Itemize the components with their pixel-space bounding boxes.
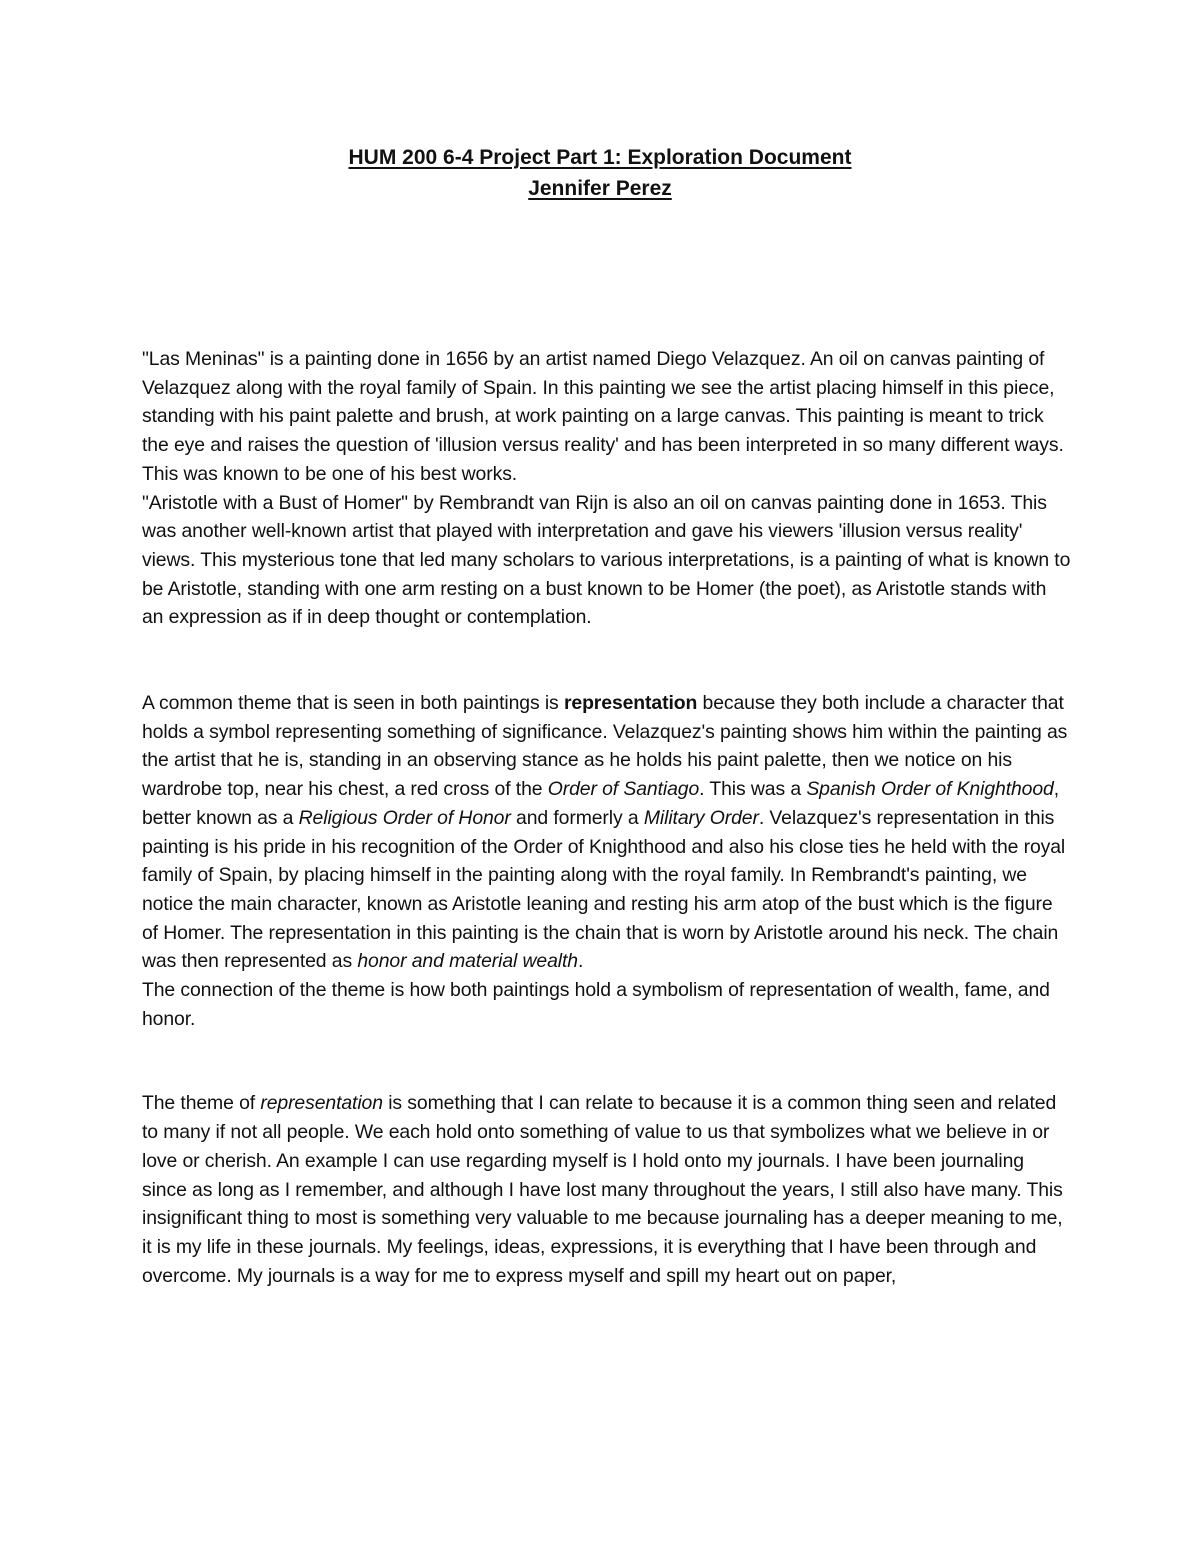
author-name: Jennifer Perez	[528, 177, 672, 200]
italic-term: Military Order	[643, 806, 759, 829]
text-run: because they both include a character that holds a symbol representing something of significance. Velazquez's painting shows him within the painting as the artist that he is, standing in an observing stance as he holds his paint palette, then we notice on his wardrobe top, near his chest, a red cross of the	[142, 692, 1068, 801]
italic-term: representation	[260, 1092, 383, 1115]
italic-term: Religious Order of Honor	[298, 806, 511, 829]
text-run: "Aristotle with a Bust of Homer" by Rembrandt van Rijn is also an oil on canvas painting done in 1653. This was another well-known artist that played with interpretation and gave his viewers 'illusion versus reality' views. This mysterious tone that led many scholars to various interpretations, is a painting of what is known to be Aristotle, standing with one arm resting on a bust known to be Homer (the poet), as Aristotle stands with an expression as if in deep thought or contemplation.	[142, 491, 1071, 629]
text-run: . This was a	[699, 778, 807, 801]
document-body	[142, 345, 1072, 1290]
text-run: The connection of the theme is how both paintings hold a symbolism of representation of wealth, fame, and honor.	[142, 979, 1050, 1030]
text-run: . Velazquez's representation in this painting is his pride in his recognition of the Order of Knighthood and also his close ties he held with the royal family of Spain, by placing himself in the painting along with the royal family. In Rembrandt's painting, we notice the main character, known as Aristotle leaning and resting his arm atop of the bust which is the figure of Homer. The representation in this painting is the chain that is worn by Aristotle around his neck. The chain was then represented as	[142, 806, 1066, 973]
text-run: A common theme that is seen in both paintings is	[142, 692, 564, 715]
italic-term: Spanish Order of Knighthood	[806, 778, 1054, 801]
paragraph-spacer	[142, 632, 1072, 689]
text-run: The theme of	[142, 1092, 261, 1115]
title-block	[0, 142, 1200, 204]
text-run: "Las Meninas" is a painting done in 1656 by an artist named Diego Velazquez. An oil on canvas painting of Velazquez along with the royal family of Spain. In this painting we see the artist placing himself in this piece, standing with his paint palette and brush, at work painting on a large canvas. This painting is meant to trick the eye and raises the question of 'illusion versus reality' and has been interpreted in so many different ways. This was known to be one of his best works.	[142, 348, 1064, 485]
text-run: is something that I can relate to because it is a common thing seen and related to many if not all people. We each hold onto something of value to us that symbolizes what we believe in or love or cherish. An example I can use regarding myself is I hold onto my journals. I have been journaling since as long as I remember, and although I have lost many throughout the years, I still also have many. This insignificant thing to most is something very valuable to me because journaling has a deeper meaning to me, it is my life in these journals. My feelings, ideas, expressions, it is everything that I have been through and overcome. My journals is a way for me to express myself and spill my heart out on paper,	[142, 1092, 1063, 1287]
paragraph-connection	[142, 976, 1072, 1033]
text-run: and formerly a	[510, 806, 644, 829]
paragraph-las-meninas	[142, 345, 1072, 489]
paragraph-personal-relation	[142, 1089, 1072, 1290]
italic-term: Order of Santiago	[547, 778, 700, 801]
text-run: .	[577, 950, 584, 973]
paragraph-spacer	[142, 1033, 1072, 1089]
text-run: , better known as a	[142, 778, 1060, 829]
bold-keyword: representation	[563, 692, 698, 715]
document-title: HUM 200 6-4 Project Part 1: Exploration Document	[348, 146, 852, 169]
paragraph-aristotle	[142, 489, 1072, 633]
italic-term: honor and material wealth	[357, 950, 578, 973]
paragraph-common-theme	[142, 689, 1072, 976]
